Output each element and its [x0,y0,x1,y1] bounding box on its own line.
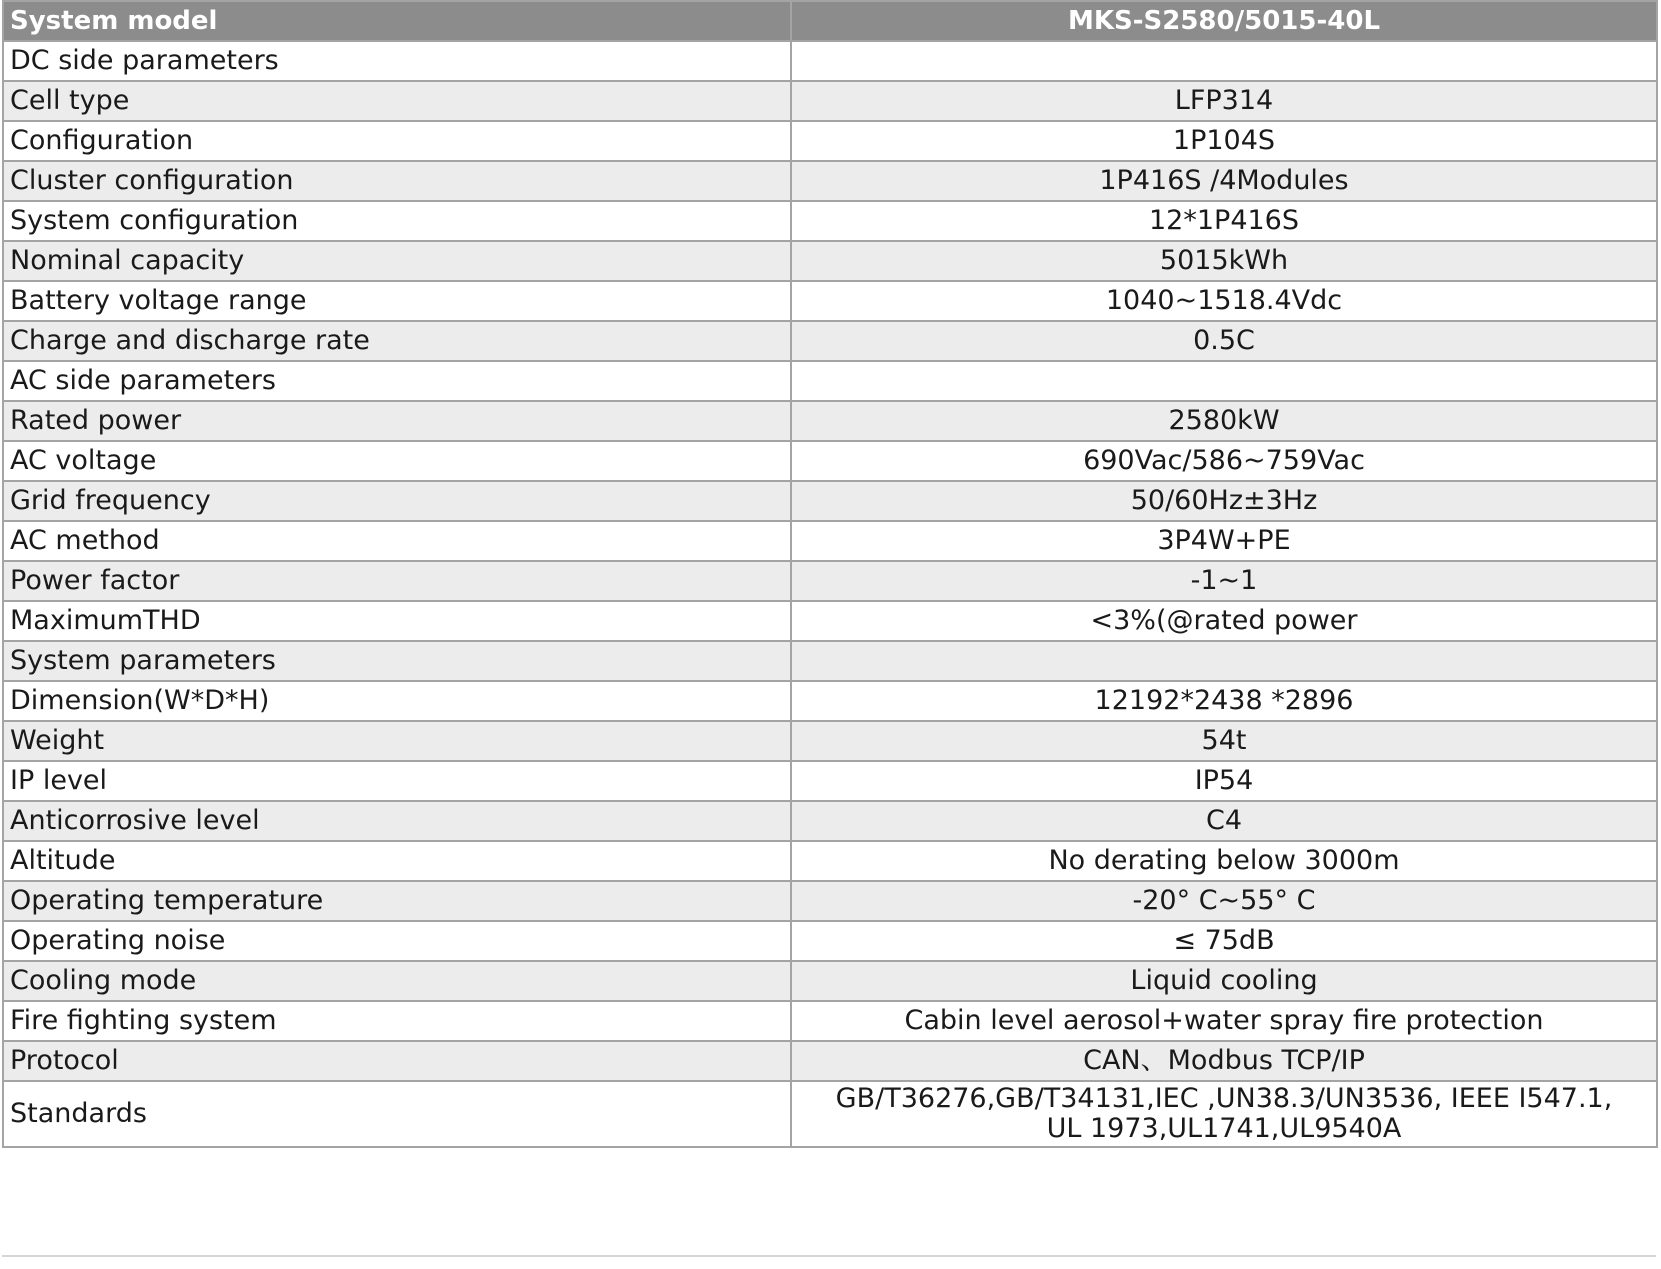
table-row [3,201,1657,241]
row-value: GB/T36276,GB/T34131,IEC ,UN38.3/UN3536, IEEE I547.1, UL 1973,UL1741,UL9540A [791,1081,1657,1147]
table-row [3,361,1657,401]
table-row [3,441,1657,481]
table-row [3,961,1657,1001]
row-value: LFP314 [791,81,1657,121]
row-value: 1P416S /4Modules [791,161,1657,201]
row-value: IP54 [791,761,1657,801]
table-row [3,681,1657,721]
row-label: Cell type [3,81,791,121]
table-row [3,161,1657,201]
row-label: Battery voltage range [3,281,791,321]
row-value [791,41,1657,81]
table-row [3,921,1657,961]
row-value: CAN、Modbus TCP/IP [791,1041,1657,1081]
row-label: IP level [3,761,791,801]
table-row [3,81,1657,121]
row-value: 690Vac/586~759Vac [791,441,1657,481]
section-title-system: System parameters [3,641,791,681]
row-label: Rated power [3,401,791,441]
table-row [3,721,1657,761]
row-value: 12*1P416S [791,201,1657,241]
table-row [3,641,1657,681]
table-row [3,481,1657,521]
table-row [3,241,1657,281]
row-value: -20° C~55° C [791,881,1657,921]
row-label: Configuration [3,121,791,161]
table-row [3,841,1657,881]
row-label: Fire fighting system [3,1001,791,1041]
table-row [3,761,1657,801]
row-value: C4 [791,801,1657,841]
row-label: Weight [3,721,791,761]
table-row [3,601,1657,641]
section-title-ac: AC side parameters [3,361,791,401]
table-row [3,321,1657,361]
row-label: AC method [3,521,791,561]
row-label: Dimension(W*D*H) [3,681,791,721]
row-value: 50/60Hz±3Hz [791,481,1657,521]
spec-table [2,0,1658,1148]
table-row [3,401,1657,441]
table-row [3,1001,1657,1041]
row-value: Cabin level aerosol+water spray fire protection [791,1001,1657,1041]
row-label: MaximumTHD [3,601,791,641]
table-row [3,881,1657,921]
header-row [3,1,1657,41]
row-label: Charge and discharge rate [3,321,791,361]
row-label: Standards [3,1081,791,1147]
row-value: 5015kWh [791,241,1657,281]
table-row [3,281,1657,321]
row-value: 1040~1518.4Vdc [791,281,1657,321]
row-value: 54t [791,721,1657,761]
table-row [3,1041,1657,1081]
header-value: MKS-S2580/5015-40L [791,1,1657,41]
row-value: ≤ 75dB [791,921,1657,961]
row-label: Anticorrosive level [3,801,791,841]
row-label: Altitude [3,841,791,881]
row-value [791,361,1657,401]
row-label: AC voltage [3,441,791,481]
bottom-divider [2,1255,1656,1257]
table-row [3,121,1657,161]
row-value: 1P104S [791,121,1657,161]
row-value: Liquid cooling [791,961,1657,1001]
row-value: 2580kW [791,401,1657,441]
row-label: Power factor [3,561,791,601]
row-value: No derating below 3000m [791,841,1657,881]
row-label: Operating noise [3,921,791,961]
row-label: Protocol [3,1041,791,1081]
table-row [3,41,1657,81]
table-row [3,521,1657,561]
row-label: Cooling mode [3,961,791,1001]
row-label: Cluster configuration [3,161,791,201]
row-label: System configuration [3,201,791,241]
row-value: 3P4W+PE [791,521,1657,561]
row-value: <3%(@rated power [791,601,1657,641]
row-value: 12192*2438 *2896 [791,681,1657,721]
row-label: Grid frequency [3,481,791,521]
row-value: 0.5C [791,321,1657,361]
row-value [791,641,1657,681]
header-label: System model [3,1,791,41]
table-row [3,1081,1657,1147]
row-label: Nominal capacity [3,241,791,281]
table-row [3,561,1657,601]
row-label: Operating temperature [3,881,791,921]
table-row [3,801,1657,841]
row-value: -1~1 [791,561,1657,601]
section-title-dc: DC side parameters [3,41,791,81]
